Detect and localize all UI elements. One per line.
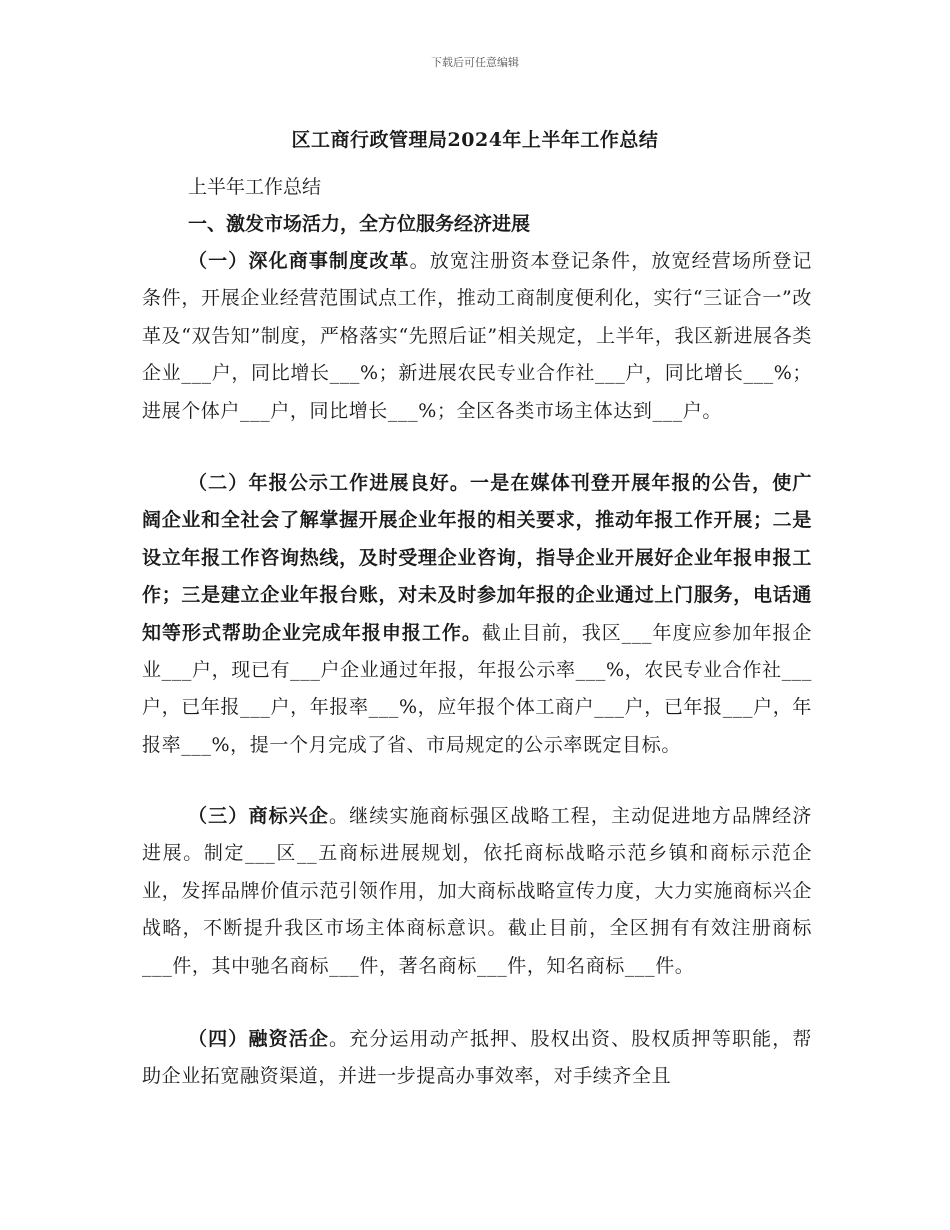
- document-subtitle: 上半年工作总结: [188, 176, 322, 198]
- paragraph-2: [142, 465, 812, 764]
- paragraph-2-lead: （二）年报公示工作进展良好。一是在媒体刊登开展年报的公告，使广阔企业和全社会了解掌握开展企业年报的相关要求，推动年报工作开展；二是设立年报工作咨询热线，及时受理企业咨询，指导企业开展好企业年报申报工作；三是建立企业年报台账，对未及时参加年报的企业通过上门服务，电话通知等形式帮助企业完成年报申报工作。: [142, 472, 812, 644]
- paragraph-2-body: 截止目前，我区___年度应参加年报企业___户，现已有___户企业通过年报，年报公示率___%，农民专业合作社___户，已年报___户，年报率___%，应年报个体工商户___户，已年报___户，年报率___%，提一个月完成了省、市局规定的公示率既定目标。: [142, 621, 812, 756]
- paragraph-3: [142, 798, 812, 985]
- paragraph-4-body: 。充分运用动产抵押、股权出资、股权质押等职能，帮助企业拓宽融资渠道，并进一步提高办事效率，对手续齐全且: [142, 1028, 812, 1088]
- paragraph-4: [142, 1021, 812, 1096]
- paragraph-1-body: 。放宽注册资本登记条件，放宽经营场所登记条件，开展企业经营范围试点工作，推动工商制度便利化，实行“三证合一”改革及“双告知”制度，严格落实“先照后证”相关规定，上半年，我区新进展各类企业___户，同比增长___%；新进展农民专业合作社___户，同比增长___%；进展个体户___户，同比增长___%；全区各类市场主体达到___户。: [142, 250, 812, 422]
- paragraph-3-body: 。继续实施商标强区战略工程，主动促进地方品牌经济进展。制定___区__五商标进展规划，依托商标战略示范乡镇和商标示范企业，发挥品牌价值示范引领作用，加大商标战略宣传力度，大力实施商标兴企战略，不断提升我区市场主体商标意识。截止目前，全区拥有有效注册商标___件，其中驰名商标___件，著名商标___件，知名商标___件。: [142, 805, 812, 977]
- paragraph-1-lead: （一）深化商事制度改革: [188, 250, 410, 272]
- paragraph-3-lead: （三）商标兴企: [188, 805, 330, 827]
- document-title: 区工商行政管理局2024年上半年工作总结: [291, 129, 659, 151]
- page-header-note: 下载后可任意编辑: [431, 56, 519, 69]
- section-heading: 一、激发市场活力，全方位服务经济进展: [188, 213, 531, 235]
- paragraph-1: [142, 243, 812, 430]
- paragraph-4-lead: （四）融资活企: [188, 1028, 330, 1050]
